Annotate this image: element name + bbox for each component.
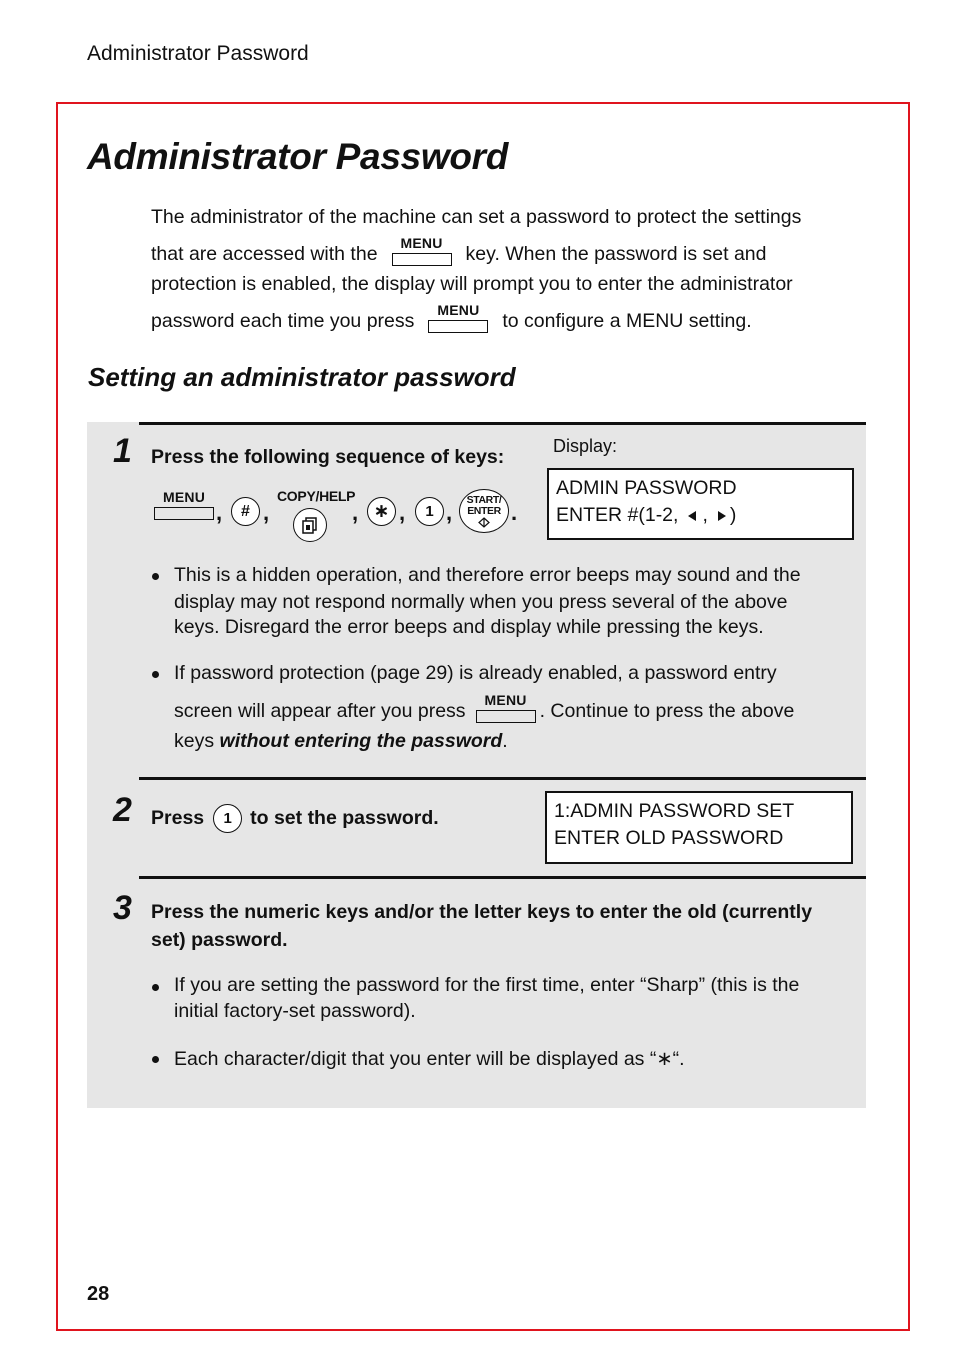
- step-divider: [139, 876, 866, 879]
- hash-key-label: #: [241, 502, 250, 520]
- step-1-bullet-1-line-2: display may not respond normally when you press several of the above: [174, 591, 788, 613]
- step-1-bullet-1-line-1: This is a hidden operation, and therefore error beeps may sound and the: [174, 564, 801, 586]
- step-1-bullet-1-line-3: keys. Disregard the error beeps and display while pressing the keys.: [174, 616, 764, 638]
- menu-key-label: MENU: [484, 692, 527, 708]
- step-2-number: 2: [113, 791, 132, 829]
- bullet-dot: [152, 671, 159, 678]
- display-line-2: [556, 502, 845, 529]
- step-3-bullet-1-line-2: initial factory-set password).: [174, 1000, 416, 1022]
- display-line-1: 1:ADMIN PASSWORD SET: [554, 800, 795, 822]
- bullet-dot: [152, 573, 159, 580]
- menu-key-icon: [428, 302, 488, 333]
- step-1-bullet-2-line-3: [174, 730, 508, 753]
- step-1-bullet-2-line-1: If password protection (page 29) is already enabled, a password entry: [174, 662, 777, 684]
- display-panel-step1: [547, 468, 854, 540]
- comma-separator: ,: [446, 500, 453, 525]
- menu-key-label: MENU: [400, 235, 443, 251]
- menu-key-icon: [154, 489, 214, 520]
- bullet-dot: [152, 984, 159, 991]
- document-icon: [301, 516, 319, 534]
- one-key-label: 1: [223, 810, 232, 827]
- display-panel-step2: [545, 791, 853, 864]
- intro-line-2-after: key. When the password is set and: [465, 243, 767, 265]
- copy-help-key-icon: [293, 508, 327, 542]
- star-key-icon: [367, 497, 396, 526]
- display-caption: Display:: [553, 436, 618, 456]
- bullet-2-line-3-before: keys: [174, 730, 215, 752]
- step-3-number: 3: [113, 889, 132, 927]
- bullet-dot: [152, 1056, 159, 1063]
- step-divider: [139, 777, 866, 780]
- menu-key-label: MENU: [162, 489, 206, 505]
- step-1-bullet-2-line-2: [174, 692, 795, 723]
- intro-line-4: [151, 302, 752, 333]
- display-line-1: ADMIN PASSWORD: [556, 477, 737, 499]
- left-arrow-icon: [688, 511, 696, 521]
- step-3-bullet-1-line-1: If you are setting the password for the first time, enter “Sharp” (this is the: [174, 974, 800, 996]
- menu-key-label: MENU: [437, 302, 480, 318]
- emphasis-text: without entering the password: [219, 730, 503, 752]
- enter-key-label: ENTER: [467, 504, 501, 517]
- section-heading: Setting an administrator password: [88, 362, 516, 392]
- step-3-bullet-2: Each character/digit that you enter will be displayed as “∗“.: [174, 1048, 685, 1070]
- intro-line-2-before: that are accessed with the: [151, 243, 378, 265]
- step-3-instruction-line-2: set) password.: [151, 929, 288, 951]
- running-header: Administrator Password: [87, 42, 309, 65]
- start-enter-key-icon: [459, 489, 509, 533]
- period-separator: .: [511, 500, 518, 525]
- step-3-instruction-line-1: Press the numeric keys and/or the letter keys to enter the old (currently: [151, 901, 813, 923]
- comma-separator: ,: [702, 504, 708, 526]
- display-line-2-prefix: ENTER #(1-2,: [556, 504, 679, 526]
- menu-key-icon: [476, 692, 536, 723]
- start-diamond-icon: [478, 517, 490, 528]
- step-2-after-key: to set the password.: [250, 807, 439, 829]
- page-title: Administrator Password: [87, 136, 509, 177]
- hash-key-icon: [231, 497, 260, 526]
- one-key-icon: [213, 804, 242, 833]
- copy-help-key-label: COPY/HELP: [277, 488, 356, 504]
- right-arrow-icon: [718, 511, 726, 521]
- intro-line-4-before: password each time you press: [151, 310, 415, 332]
- step-2-instruction: [151, 804, 439, 833]
- step-1-number: 1: [113, 432, 132, 470]
- step-2-press: Press: [151, 807, 205, 829]
- display-line-2: ENTER OLD PASSWORD: [554, 827, 784, 849]
- star-key-label: ∗: [373, 501, 390, 522]
- page-number: 28: [87, 1283, 110, 1305]
- bullet-2-line-2-after: . Continue to press the above: [539, 700, 795, 722]
- intro-line-1: The administrator of the machine can set a password to protect the settings: [151, 206, 802, 228]
- display-line-2-suffix: ): [729, 504, 737, 526]
- comma-separator: ,: [352, 500, 359, 525]
- comma-separator: ,: [399, 500, 406, 525]
- intro-line-2: [151, 235, 767, 266]
- step-divider: [139, 422, 866, 425]
- bullet-2-line-3-after: .: [502, 730, 508, 752]
- comma-separator: ,: [216, 500, 223, 525]
- intro-line-3: protection is enabled, the display will prompt you to enter the administrator: [151, 273, 793, 295]
- comma-separator: ,: [263, 500, 270, 525]
- step-1-instruction: Press the following sequence of keys:: [151, 446, 505, 468]
- bullet-2-line-2-before: screen will appear after you press: [174, 700, 466, 722]
- one-key-icon: [415, 497, 444, 526]
- menu-key-icon: [392, 235, 452, 266]
- one-key-label: 1: [425, 503, 434, 520]
- key-sequence: [154, 488, 518, 525]
- intro-line-4-after: to configure a MENU setting.: [502, 310, 752, 332]
- start-key-label: START/: [466, 493, 502, 506]
